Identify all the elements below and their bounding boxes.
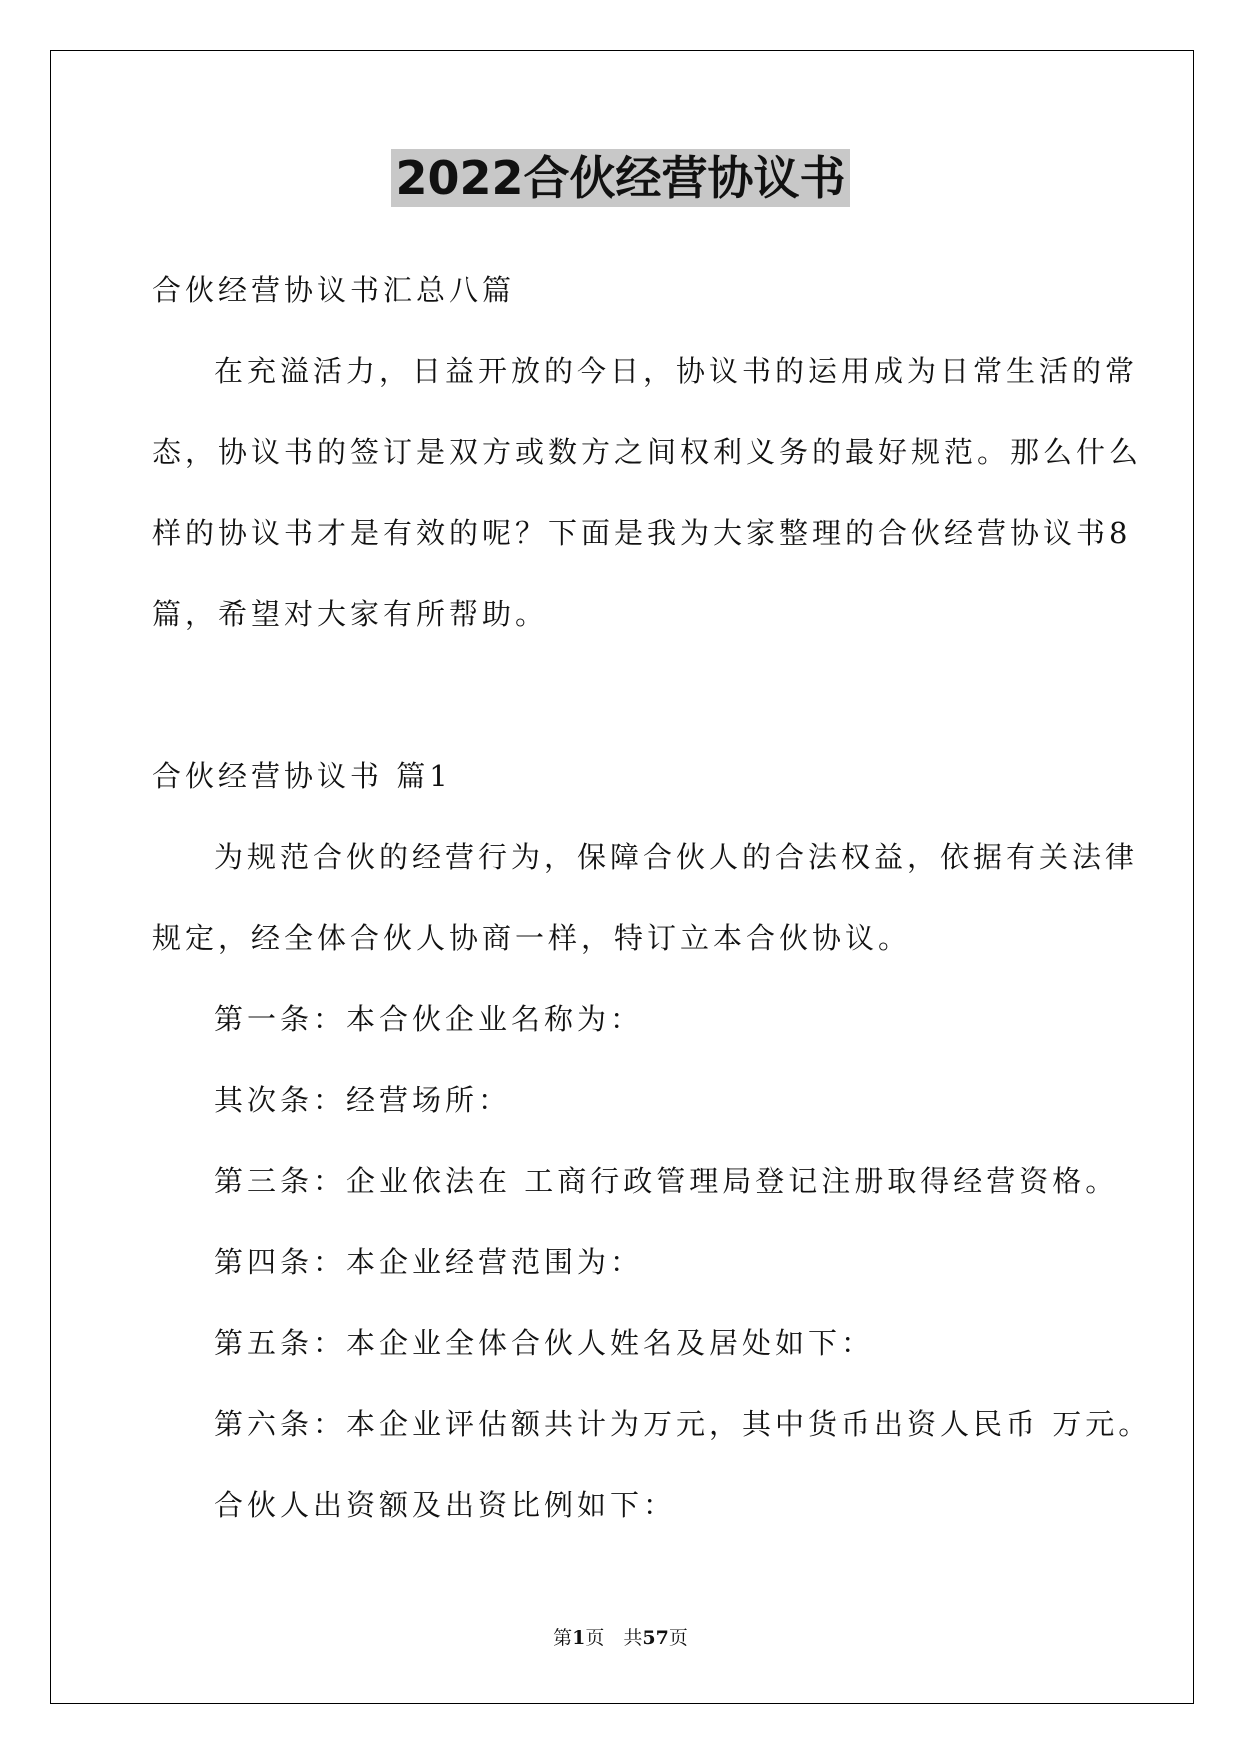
article-2: 其次条：经营场所： [214, 1083, 512, 1117]
article-4: 第四条：本企业经营范围为： [214, 1245, 644, 1279]
footer-page-prefix: 第 [553, 1627, 573, 1649]
intro-line-1: 在充溢活力，日益开放的今日，协议书的运用成为日常生活的常 [214, 354, 1139, 388]
contribution-line: 合伙人出资额及出资比例如下： [214, 1488, 677, 1522]
article-3: 第三条：企业依法在 工商行政管理局登记注册取得经营资格。 [214, 1164, 1119, 1198]
footer-page-mid: 页 共 [585, 1627, 643, 1649]
article-6: 第六条：本企业评估额共计为万元，其中货币出资人民币 万元。 [214, 1407, 1152, 1441]
footer-total-pages: 57 [642, 1627, 669, 1649]
article-1: 第一条：本合伙企业名称为： [214, 1002, 644, 1036]
article-5: 第五条：本企业全体合伙人姓名及居处如下： [214, 1326, 875, 1360]
section-heading: 合伙经营协议书 篇1 [152, 759, 452, 793]
intro-line-3: 样的协议书才是有效的呢？下面是我为大家整理的合伙经营协议书8 [152, 516, 1132, 550]
intro-line-2: 态，协议书的签订是双方或数方之间权利义务的最好规范。那么什么 [152, 435, 1143, 469]
intro-line-4: 篇，希望对大家有所帮助。 [152, 597, 549, 631]
document-subtitle: 合伙经营协议书汇总八篇 [152, 273, 516, 307]
footer-page-suffix: 页 [668, 1627, 688, 1649]
section-line-2: 规定，经全体合伙人协商一样，特订立本合伙协议。 [152, 921, 912, 955]
footer-page-number: 1 [572, 1627, 586, 1649]
section-line-1: 为规范合伙的经营行为，保障合伙人的合法权益，依据有关法律 [214, 840, 1139, 874]
document-title [0, 148, 1241, 208]
page-footer [0, 1626, 1241, 1650]
title-highlight: 2022合伙经营协议书 [391, 149, 849, 207]
